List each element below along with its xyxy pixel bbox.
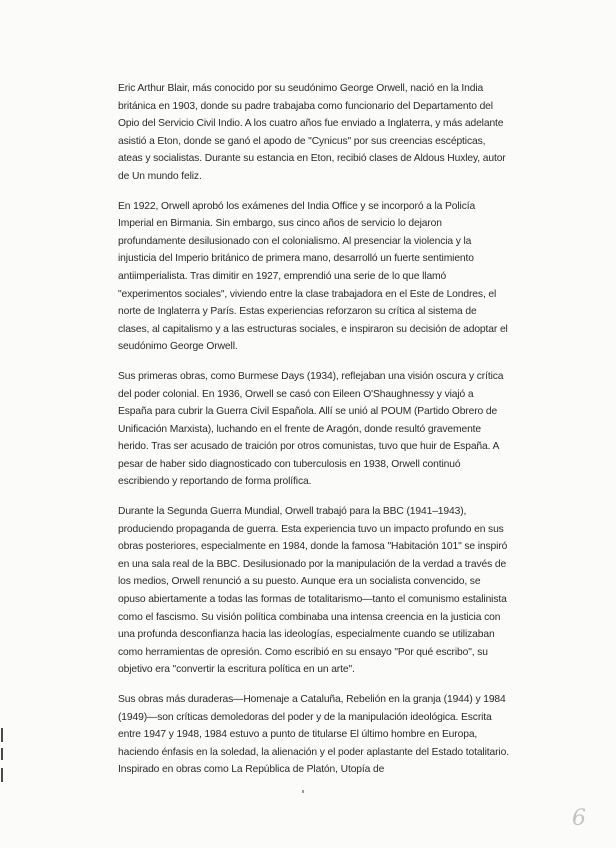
scan-speck: [302, 790, 304, 793]
paragraph-early-life: Eric Arthur Blair, más conocido por su seudónimo George Orwell, nació en la India británica en 1903, donde su padre trabajaba como funcionario del Departamento del Opio del Servicio Civil Indio. A los cuatro años fue enviado a Inglaterra, y más adelante asistió a Eton, donde se ganó el apodo de "Cynicus" por sus creencias escépticas, ateas y socialistas. Durante su estancia en Eton, recibió clases de Aldous Huxley, autor de Un mundo feliz.: [118, 83, 506, 182]
page-number: 6: [572, 806, 586, 831]
binder-mark: [1, 768, 3, 782]
paragraph-spain: Sus primeras obras, como Burmese Days (1934), reflejaban una visión oscura y crítica del poder colonial. En 1936, Orwell se casó con Eileen O'Shaughnessy y viajó a España para cubrir la Guerra Civil Española. Allí se unió al POUM (Partido Obrero de Unificación Marxista), luchando en el frente de Aragón, donde resultó gravemente herido. Tras ser acusado de traición por otros comunistas, tuvo que huir de España. A pesar de haber sido diagnosticado con tuberculosis en 1938, Orwell continuó escribiendo y reportando de forma prolífica.: [118, 370, 504, 488]
paragraph-bbc: Durante la Segunda Guerra Mundial, Orwell trabajó para la BBC (1941–1943), produciendo propaganda de guerra. Esta experiencia tuvo un impacto profundo en sus obras posteriores, especialmente en 1984, donde la famosa "Habitación 101" se inspiró en una sala real de la BBC. Desilusionado por la manipulación de la verdad a través de los medios, Orwell renunció a su puesto. Aunque era un socialista convencido, se opuso abiertamente a todas las formas de totalitarismo—tanto el comunismo estalinista como el fascismo. Su visión política combinaba una intensa creencia en la justicia con una profunda desconfianza hacia las ideologías, especialmente cuando se utilizaban como herramientas de opresión. Como escribió en su ensayo "Por qué escribo", su objetivo era "convertir la escritura política en un arte".: [118, 506, 508, 676]
paragraph-major-works: Sus obras más duraderas—Homenaje a Cataluña, Rebelión en la granja (1944) y 1984 (1949)—son críticas demoledoras del poder y de la manipulación ideológica. Escrita entre 1947 y 1948, 1984 estuvo a punto de titularse El último hombre en Europa, haciendo énfasis en la soledad, la alienación y el poder aplastante del Estado totalitario. Inspirado en obras como La República de Platón, Utopía de: [118, 694, 509, 776]
paragraph-burma: En 1922, Orwell aprobó los exámenes del India Office y se incorporó a la Policía Imperial en Birmania. Sin embargo, sus cinco años de servicio lo dejaron profundamente desilusionado con el colonialismo. Al presenciar la violencia y la injusticia del Imperio británico de primera mano, desarrolló un fuerte sentimiento antiimperialista. Tras dimitir en 1927, emprendió una serie de lo que llamó "experimentos sociales", viviendo entre la clase trabajadora en el Este de Londres, el norte de Inglaterra y París. Estas experiencias reforzaron su crítica al sistema de clases, al capitalismo y a las estructuras sociales, e inspiraron su decisión de adoptar el seudónimo George Orwell.: [118, 200, 508, 353]
binder-mark: [1, 728, 3, 742]
binder-mark: [1, 748, 3, 760]
document-body: [118, 80, 510, 791]
